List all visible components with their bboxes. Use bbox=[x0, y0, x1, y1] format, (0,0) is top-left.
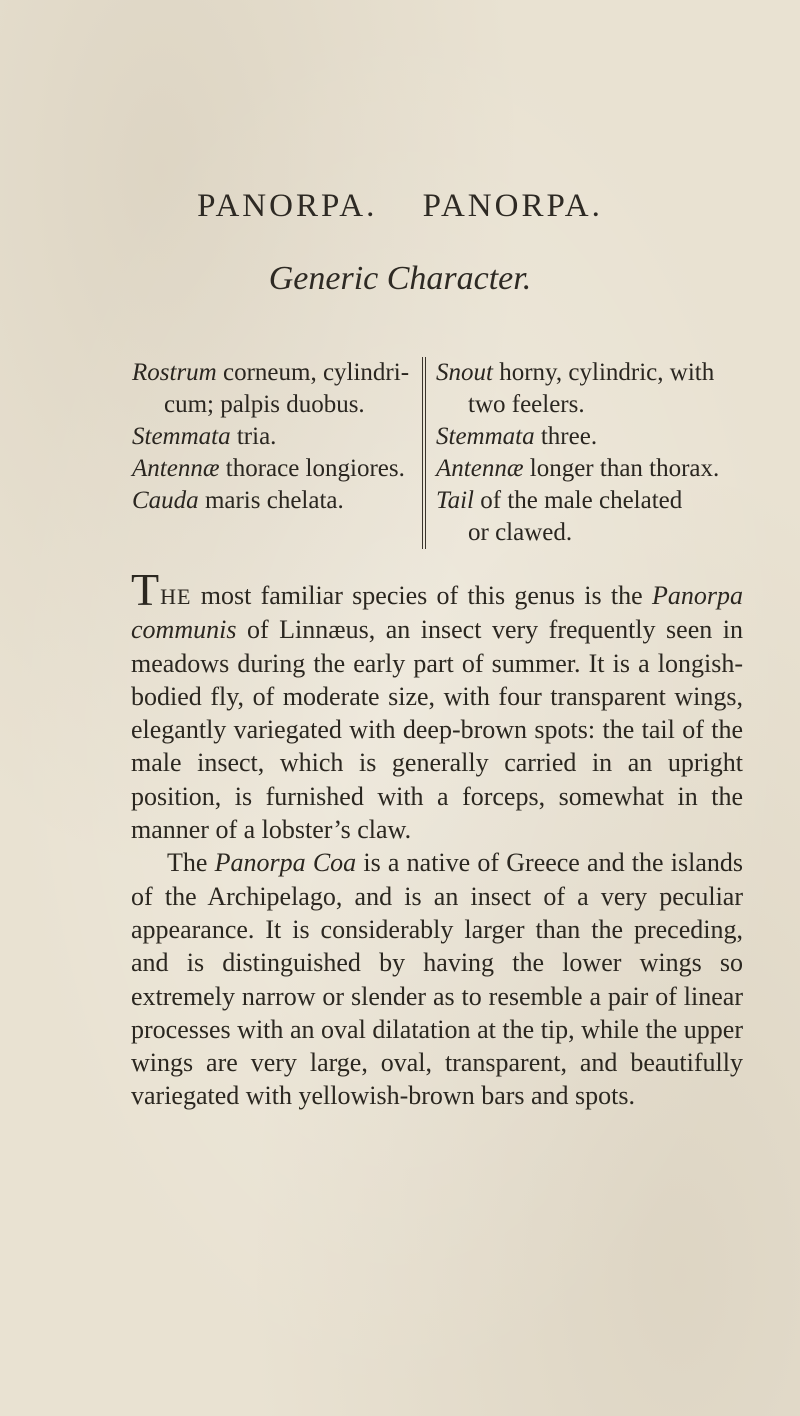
english-row-tail bbox=[436, 485, 742, 549]
english-continuation: or clawed. bbox=[468, 519, 573, 546]
english-term: Stemmata bbox=[436, 423, 535, 450]
section-title: Generic Character. bbox=[268, 260, 532, 297]
latin-continuation: cum; palpis duobus. bbox=[164, 391, 365, 418]
latin-text: tria. bbox=[230, 423, 277, 450]
drop-cap: T bbox=[131, 564, 160, 615]
running-head bbox=[0, 188, 800, 225]
paragraph-text: most familiar species of this genus is the bbox=[191, 581, 652, 610]
species-name: Panorpa communis bbox=[131, 581, 743, 645]
latin-text: maris chelata. bbox=[198, 487, 344, 514]
latin-column bbox=[132, 357, 422, 549]
english-text: longer than thorax. bbox=[523, 455, 720, 482]
paragraph-text: of Linnæus, an insect very frequently seen in meadows during the early part of summer. It is a longish-bodied fly, of moderate size, with four transparent wings, elegantly variegated with deep-brown spots: the tail of the male insect, which is generally carried in an upright position, is furnished with a forceps, somewhat in the manner of a lobster’s claw. bbox=[131, 615, 743, 845]
latin-term: Antennæ bbox=[132, 455, 220, 482]
latin-row-antennae bbox=[132, 453, 416, 485]
english-row-stemmata bbox=[436, 421, 742, 453]
paragraph-text: The bbox=[167, 848, 215, 878]
latin-term: Rostrum bbox=[132, 359, 217, 386]
english-text: of the male chelated bbox=[474, 487, 683, 514]
latin-text: thorace longiores. bbox=[219, 455, 405, 482]
species-name: Panorpa Coa bbox=[214, 848, 357, 878]
english-row-antennae bbox=[436, 453, 742, 485]
generic-character-table bbox=[132, 357, 742, 549]
small-caps: HE bbox=[160, 584, 192, 609]
running-head-left: PANORPA. bbox=[197, 188, 378, 224]
english-row-snout bbox=[436, 357, 742, 421]
english-text: horny, cylindric, with bbox=[492, 359, 715, 386]
paragraph-text: is a native of Greece and the islands of the Archipelago, and is an insect of a very peculiar appearance. It is considerably larger than the preceding, and is distinguished by having the lower wings so extremely narrow or slender as to resemble a pair of linear processes with an oval dilatation at the tip, while the upper wings are very large, oval, transparent, and beautifully variegated with yellowish-brown bars and spots. bbox=[131, 848, 743, 1111]
latin-row-cauda bbox=[132, 485, 416, 549]
running-head-right: PANORPA. bbox=[422, 188, 603, 224]
english-term: Tail bbox=[436, 487, 475, 514]
english-continuation: two feelers. bbox=[468, 391, 585, 418]
english-column bbox=[422, 357, 742, 549]
latin-row-stemmata bbox=[132, 421, 416, 453]
latin-text: corneum, cylindri- bbox=[216, 359, 410, 386]
paragraph-communis bbox=[131, 564, 743, 846]
english-text: three. bbox=[534, 423, 598, 450]
body-text bbox=[131, 564, 743, 1113]
latin-row-rostrum bbox=[132, 357, 416, 421]
latin-term: Cauda bbox=[132, 487, 199, 514]
paragraph-coa bbox=[131, 846, 743, 1112]
english-term: Antennæ bbox=[436, 455, 524, 482]
english-term: Snout bbox=[436, 359, 493, 386]
latin-term: Stemmata bbox=[132, 423, 231, 450]
